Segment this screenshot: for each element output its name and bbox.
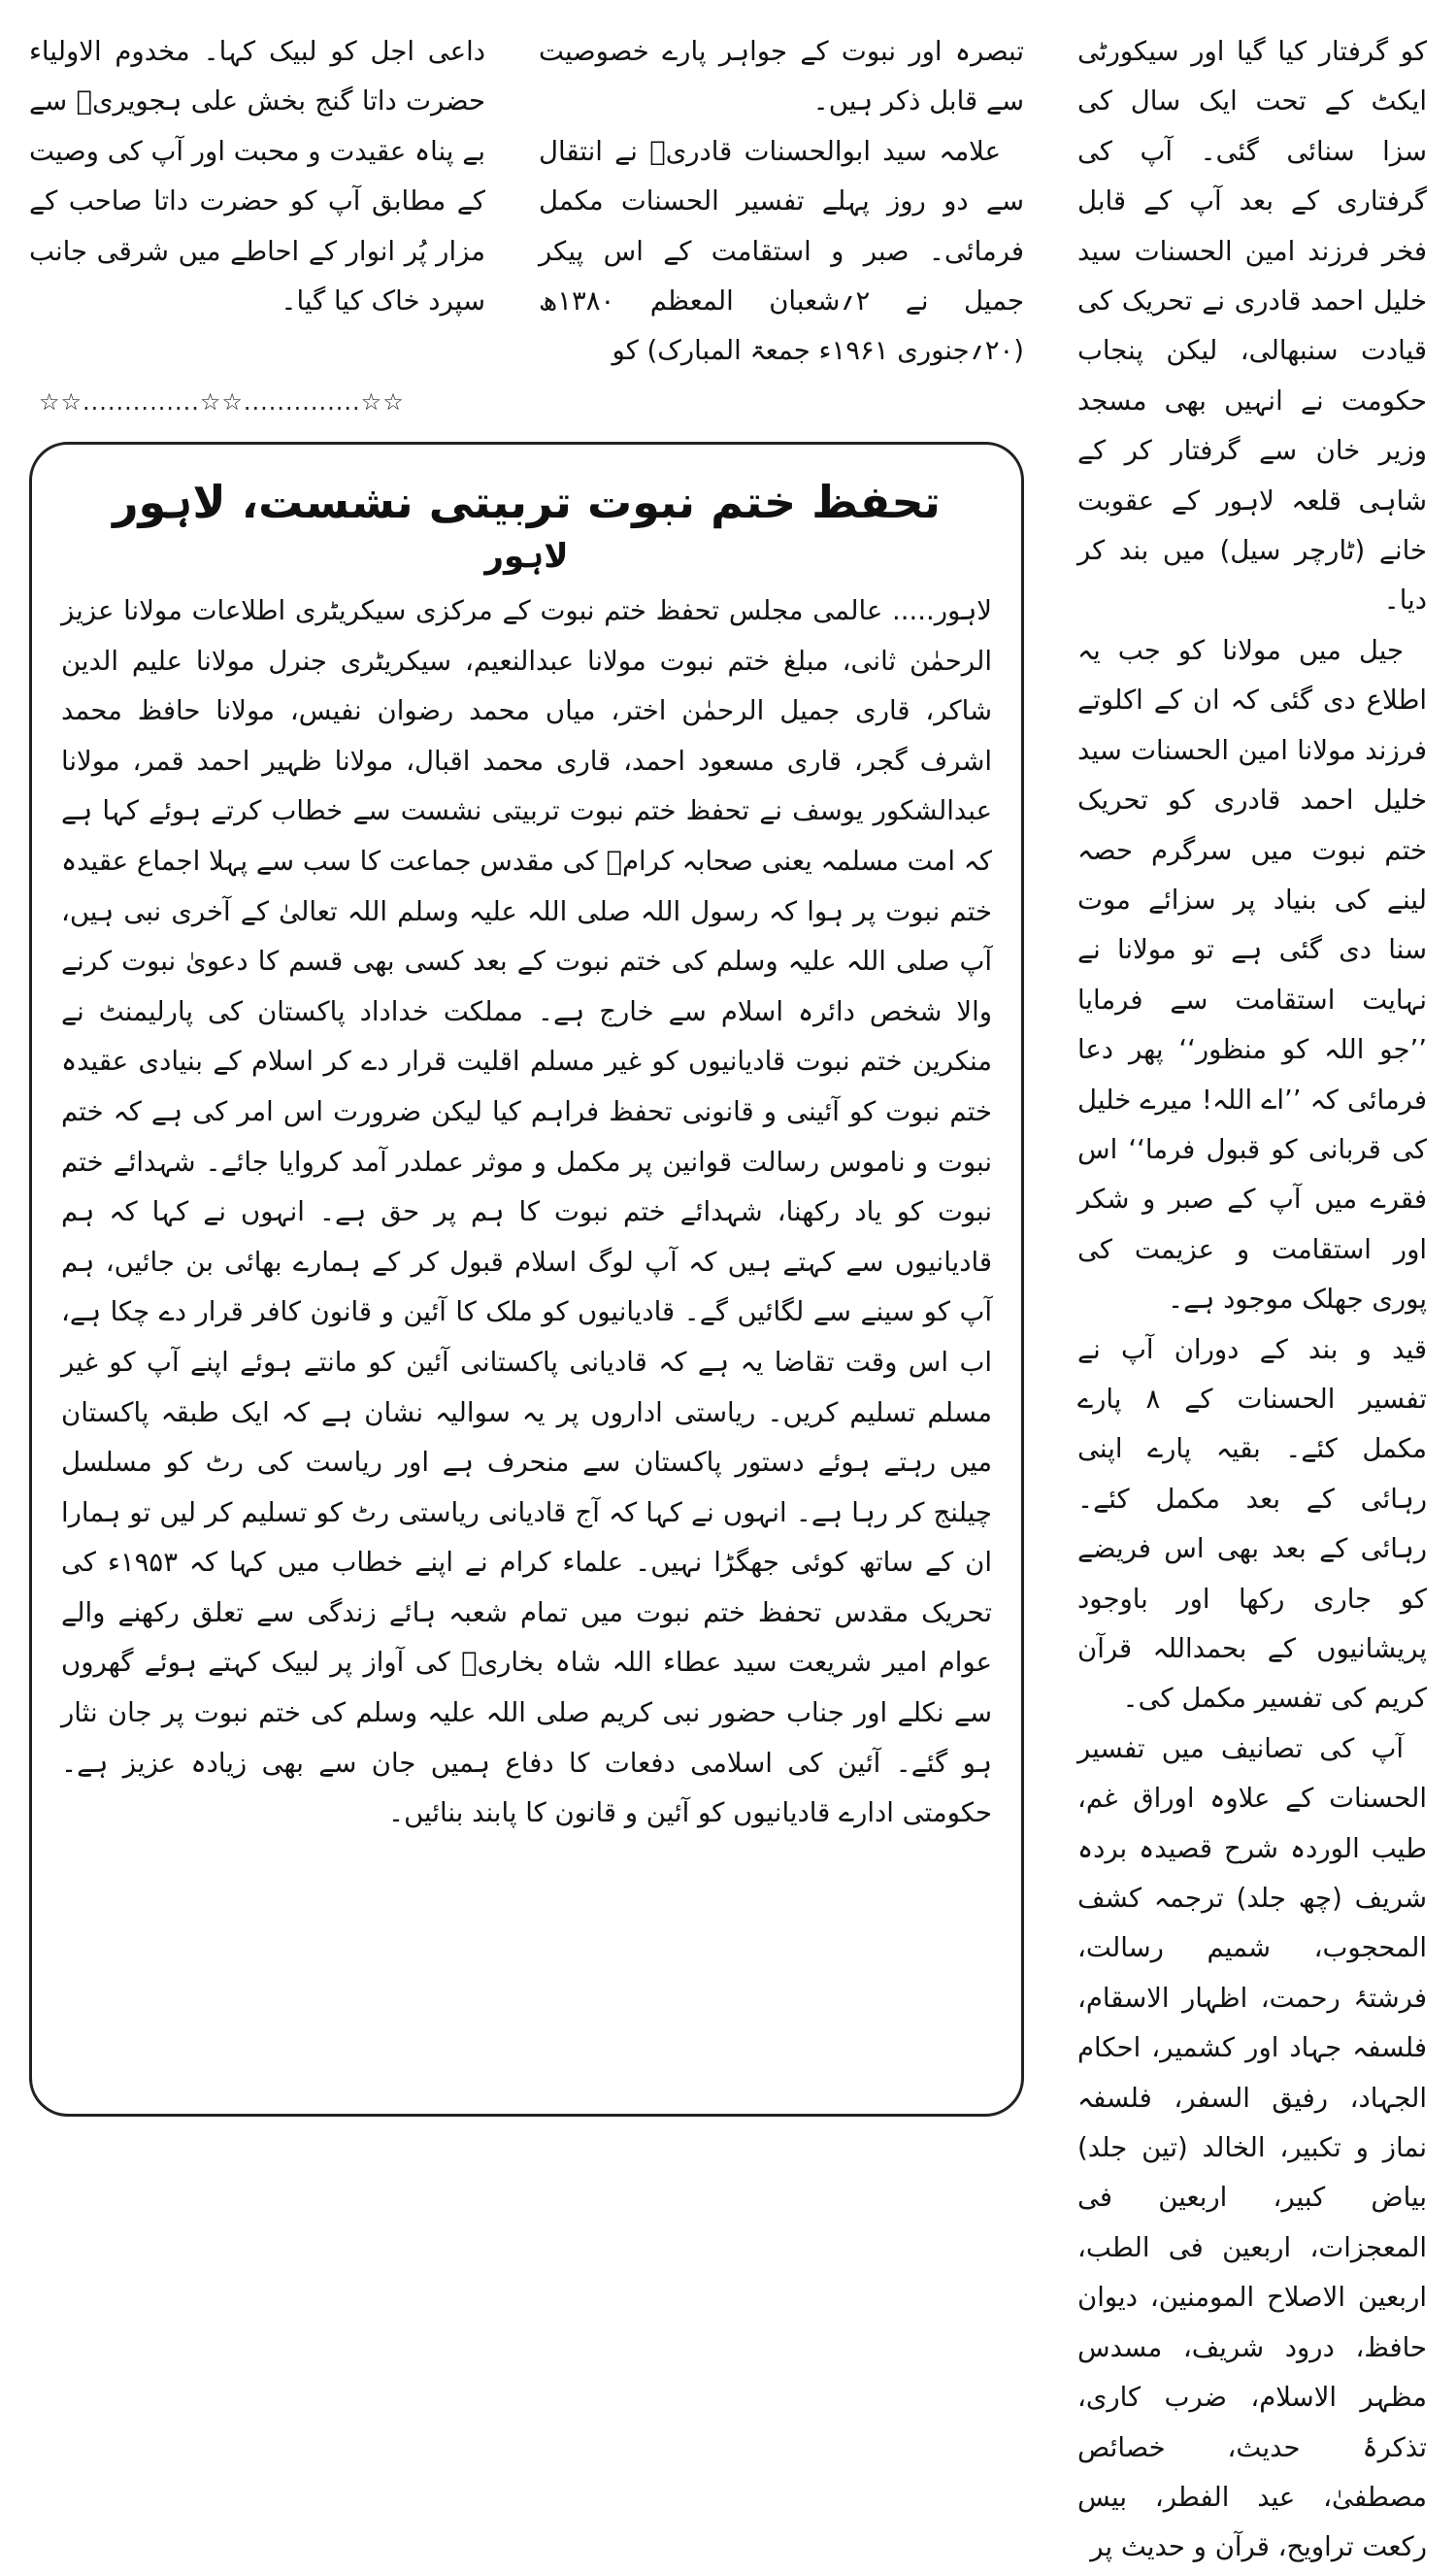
left-column [29, 27, 485, 326]
news-box-body: لاہور..... عالمی مجلس تحفظ ختم نبوت کے مرکزی سیکریٹری اطلاعات مولانا عزیز الرحمٰن ثانی، مبلغ ختم نبوت مولانا عبدالنعیم، سیکریٹری جنرل مولانا علیم الدین شاکر، قاری جمیل الرحمٰن اختر، میاں محمد رضوان نفیس، مولانا حافظ محمد اشرف گجر، قاری مسعود احمد، قاری محمد اقبال، مولانا ظہیر احمد قمر، مولانا عبدالشکور یوسف نے تحفظ ختم نبوت تربیتی نشست سے خطاب کرتے ہوئے کہا ہے کہ امت مسلمہ یعنی صحابہ کرامؓ کی مقدس جماعت کا سب سے پہلا اجماع عقیدہ ختم نبوت پر ہوا کہ رسول اللہ صلی اللہ علیہ وسلم اللہ تعالیٰ کے آخری نبی ہیں، آپ صلی اللہ علیہ وسلم کی ختم نبوت کے بعد کسی بھی قسم کا دعویٰ نبوت کرنے والا شخص دائرہ اسلام سے خارج ہے۔ مملکت خداداد پاکستان کی پارلیمنٹ نے منکرین ختم نبوت قادیانیوں کو غیر مسلم اقلیت قرار دے کر اسلام کے بنیادی عقیدہ ختم نبوت کو آئینی و قانونی تحفظ فراہم کیا لیکن ضرورت اس امر کی ہے کہ ختم نبوت و ناموس رسالت قوانین پر مکمل و موثر عملدر آمد کروایا جائے۔ شہدائے ختم نبوت کو یاد رکھنا، شہدائے ختم نبوت کا ہم پر حق ہے۔ انہوں نے کہا کہ ہم قادیانیوں سے کہتے ہیں کہ آپ لوگ اسلام قبول کر کے ہمارے بھائی بن جائیں، ہم آپ کو سینے سے لگائیں گے۔ قادیانیوں کو ملک کا آئین و قانون کافر قرار دے چکا ہے، اب اس وقت تقاضا یہ ہے کہ قادیانی پاکستانی آئین کو مانتے ہوئے اپنے آپ کو غیر مسلم تسلیم کریں۔ ریاستی اداروں پر یہ سوالیہ نشان ہے کہ ایک طبقہ پاکستان میں رہتے ہوئے دستور پاکستان سے منحرف ہے اور ریاست کی رٹ کو مسلسل چیلنج کر رہا ہے۔ انہوں نے کہا کہ آج قادیانی ریاستی رٹ کو تسلیم کر لیں تو ہمارا ان کے ساتھ کوئی جھگڑا نہیں۔ علماء کرام نے اپنے خطاب میں کہا کہ ۱۹۵۳ء کی تحریک مقدس تحفظ ختم نبوت میں تمام شعبہ ہائے زندگی سے تعلق رکھنے والے عوام امیر شریعت سید عطاء اللہ شاہ بخاریؒ کی آواز پر لبیک کہتے ہوئے گھروں سے نکلے اور جناب حضور نبی کریم صلی اللہ علیہ وسلم کی ختم نبوت پر جان نثار ہو گئے۔ آئین کی اسلامی دفعات کا دفاع ہمیں جان سے بھی زیادہ عزیز ہے۔ حکومتی ادارے قادیانیوں کو آئین و قانون کا پابند بنائیں۔ [61, 595, 992, 1829]
news-box-title: تحفظ ختم نبوت تربیتی نشست، لاہور [113, 476, 941, 528]
right-column-paragraph-2-text: جیل میں مولانا کو جب یہ اطلاع دی گئی کہ ان کے اکلوتے فرزند مولانا امین الحسنات سید خلیل احمد قادری کو تحریک ختم نبوت میں سرگرم حصہ لینے کی بنیاد پر سزائے موت سنا دی گئی ہے تو مولانا نے نہایت استقامت سے فرمایا ’’جو اللہ کو منظور‘‘ پھر دعا فرمائی کہ ’’اے اللہ! میرے خلیل کی قربانی کو قبول فرما‘‘ اس فقرے میں آپ کے صبر و شکر اور استقامت و عزیمت کی پوری جھلک موجود ہے۔ [1077, 634, 1427, 1316]
right-column-paragraph-2 [1077, 626, 1427, 1325]
right-column-paragraph-4-text: آپ کی تصانیف میں تفسیر الحسنات کے علاوہ اوراق غم، طیب الوردہ شرح قصیدہ بردہ شریف (چھ جلد) ترجمہ کشف المحجوب، شمیم رسالت، فرشتۂ رحمت، اظہار الاسقام، فلسفہ جہاد اور کشمیر، احکام الجہاد، رفیق السفر، فلسفہ نماز و تکبیر، الخالد (تین جلد) بیاض کبیر، اربعین فی المعجزات، اربعین فی الطب، اربعین الاصلاح المومنین، دیوان حافظ، درود شریف، مسدس مظہر الاسلام، ضرب کاری، تذکرۂ حدیث، خصائص مصطفیٰ، عید الفطر، بیس رکعت تراویح، قرآن و حدیث پر [1077, 1732, 1427, 2563]
middle-column-paragraph-2 [539, 127, 1024, 377]
right-column-paragraph-1: کو گرفتار کیا گیا اور سیکورٹی ایکٹ کے تحت ایک سال کی سزا سنائی گئی۔ آپ کی گرفتاری کے بعد آپ کے قابل فخر فرزند امین الحسنات سید خلیل احمد قادری نے تحریک کی قیادت سنبھالی، لیکن پنجاب حکومت نے انہیں بھی مسجد وزیر خان سے گرفتار کر کے شاہی قلعہ لاہور کے عقوبت خانے (ٹارچر سیل) میں بند کر دیا۔ [1077, 36, 1427, 617]
middle-column-paragraph-1: تبصرہ اور نبوت کے جواہر پارے خصوصیت سے قابل ذکر ہیں۔ [539, 36, 1024, 117]
left-column-paragraph-1: داعی اجل کو لبیک کہا۔ مخدوم الاولیاء حضرت داتا گنج بخش علی ہجویریؒ سے بے پناہ عقیدت و محبت اور آپ کی وصیت کے مطابق آپ کو حضرت داتا صاحب کے مزار پُر انوار کے احاطے میں شرقی جانب سپرد خاک کیا گیا۔ [29, 36, 485, 317]
news-box [29, 442, 1024, 2117]
right-column [1077, 27, 1427, 2573]
right-column-paragraph-4 [1077, 1724, 1427, 2573]
right-column-paragraph-3: قید و بند کے دوران آپ نے تفسیر الحسنات کے ۸ پارے مکمل کئے۔ بقیہ پارے اپنی رہائی کے بعد مکمل کئے۔ رہائی کے بعد بھی اس فریضے کو جاری رکھا اور باوجود پریشانیوں کے بحمداللہ قرآن کریم کی تفسیر مکمل کی۔ [1077, 1333, 1427, 1715]
news-box-subtitle: لاہور [484, 537, 569, 576]
middle-column-paragraph-2-text: علامہ سید ابوالحسنات قادریؒ نے انتقال سے دو روز پہلے تفسیر الحسنات مکمل فرمائی۔ صبر و استقامت کے اس پیکر جمیل نے ۲؍شعبان المعظم ۱۳۸۰ھ (۲۰؍جنوری ۱۹۶۱ء جمعۃ المبارک) کو [539, 135, 1024, 367]
section-separator: ☆☆..............☆☆..............☆☆ [39, 388, 405, 416]
middle-column [539, 27, 1024, 377]
